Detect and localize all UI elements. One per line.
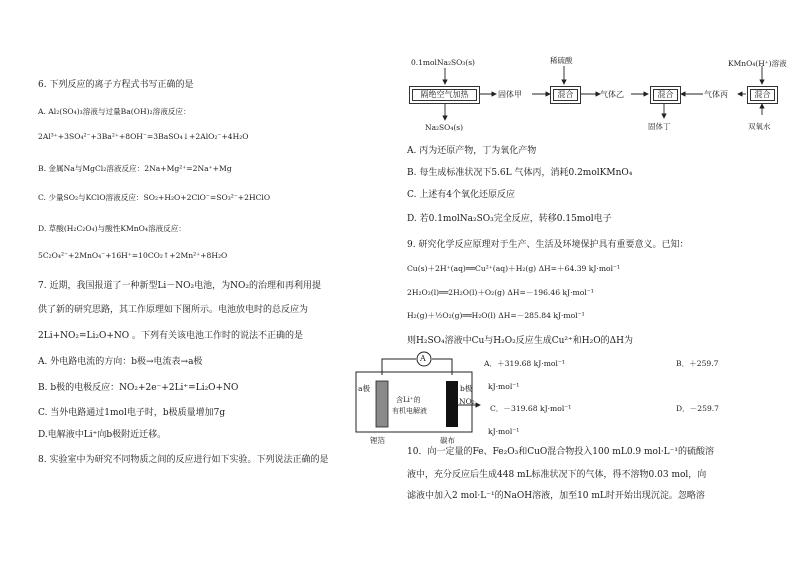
q9-question: 则H₂SO₄溶液中Cu与H₂O₂反应生成Cu²⁺和H₂O的ΔH为	[407, 336, 633, 346]
wire-right	[432, 359, 452, 375]
box-isolated-heating: 隔绝空气加热	[409, 86, 480, 104]
reagent-na2so3: 0.1molNa₂SO₃(s)	[411, 58, 475, 67]
b-pole-label: b极	[460, 384, 473, 393]
box-mix-2: 混合	[650, 86, 681, 104]
hydrogen-peroxide-label: 双氧水	[748, 122, 771, 131]
q9-option-c: C．－319.68 kJ·mol⁻¹	[490, 404, 572, 413]
carbon-cloth-label: 碳布	[440, 436, 455, 445]
product-na2so4: Na₂SO₄(s)	[425, 123, 464, 132]
q8-option-c: C. 上述有4个氧化还原反应	[407, 190, 516, 200]
ammeter-label: A	[420, 354, 426, 363]
q6-option-a-equation: 2Al³⁺+3SO₄²⁻+3Ba²⁺+8OH⁻=3BaSO₄↓+2AlO₂⁻+4H₂O	[38, 132, 249, 141]
q9-stem: 9. 研究化学反应原理对于生产、生活及环境保护具有重要意义。已知：	[407, 240, 689, 250]
q8-option-a: A. 丙为还原产物，丁为氧化产物	[407, 146, 537, 156]
q8-stem: 8. 实验室中为研究不同物质之间的反应进行如下实验。下列说法正确的是	[38, 455, 329, 465]
q6-option-b: B. 金属Na与MgCl₂溶液反应：2Na+Mg²⁺=2Na⁺+Mg	[38, 164, 232, 173]
q9-option-d: D．－259.7	[676, 404, 720, 413]
q7-option-b: B. b极的电极反应：NO₂+2e⁻+2Li⁺=Li₂O+NO	[38, 383, 239, 393]
q10-line1: 10．向一定量的Fe、Fe₂O₃和CuO混合物投入100 mL0.9 mol·L⁻¹的硫酸溶	[407, 447, 715, 457]
no2-label: NO₂	[459, 397, 475, 406]
q6-stem: 6. 下列反应的离子方程式书写正确的是	[38, 80, 194, 90]
reagent-dilute-acid: 稀硫酸	[550, 56, 573, 65]
lithium-foil-label: 锂箔	[370, 436, 385, 445]
q9-option-a: A．＋319.68 kJ·mol⁻¹	[484, 359, 565, 368]
box-mix-1: 混合	[550, 86, 581, 104]
q7-line2: 供了新的研究思路，其工作原理如下图所示。电池放电时的总反应为	[38, 305, 309, 315]
gas-b-label: 气体乙	[600, 90, 624, 99]
q9-equation-3: H₂(g)＋½O₂(g)══H₂O(l) ΔH=－285.84 kJ·mol⁻¹	[407, 311, 585, 320]
q9-option-d-unit: kJ·mol⁻¹	[488, 427, 520, 436]
electrolyte-label-2: 有机电解液	[392, 407, 427, 415]
lithium-electrode	[376, 381, 388, 427]
a-pole-label: a极	[358, 384, 370, 393]
q6-option-d-equation: 5C₂O₄²⁻+2MnO₄⁻+16H⁺=10CO₂↑+2Mn²⁺+8H₂O	[38, 251, 228, 260]
solid-a-label: 固体甲	[498, 90, 522, 99]
q7-option-a: A. 外电路电流的方向：b极→电流表→a极	[38, 357, 203, 367]
q7-option-c: C. 当外电路通过1mol电子时，b极质量增加7g	[38, 408, 226, 418]
q10-line2: 液中，充分反应后生成448 mL标准状况下的气体，得不溶物0.03 mol，向	[407, 470, 707, 480]
q7-line1: 7. 近期，我国报道了一种新型Li－NO₂电池，为NO₂的治理和再利用提	[38, 281, 322, 291]
solid-d-label: 固体丁	[648, 122, 671, 131]
q9-option-b: B．＋259.7	[676, 359, 719, 368]
electrolyte-label-1: 含Li⁺的	[396, 396, 421, 404]
q7-option-d: D.电解液中Li⁺向b极附近迁移。	[38, 430, 167, 440]
q8-option-b: B. 每生成标准状况下5.6L 气体丙，消耗0.2molKMnO₄	[407, 168, 633, 178]
reagent-kmno4: KMnO₄(H⁺)溶液	[728, 59, 787, 68]
wire-left	[382, 359, 416, 375]
gas-c-label: 气体丙	[704, 90, 728, 99]
q9-option-b-unit: kJ·mol⁻¹	[488, 382, 520, 391]
q6-option-a: A. Al₂(SO₄)₃溶液与过量Ba(OH)₂溶液反应：	[38, 107, 191, 116]
q6-option-c: C. 少量SO₂与KClO溶液反应：SO₂+H₂O+2ClO⁻=SO₃²⁻+2HClO	[38, 193, 271, 202]
carbon-electrode	[446, 381, 458, 427]
q8-option-d: D. 若0.1molNa₂SO₃完全反应，转移0.15mol电子	[407, 214, 612, 224]
q9-equation-1: Cu(s)＋2H⁺(aq)══Cu²⁺(aq)＋H₂(g) ΔH=＋64.39 kJ·mol⁻¹	[407, 264, 621, 273]
q7-line3: 2Li+NO₂=Li₂O+NO 。下列有关该电池工作时的说法不正确的是	[38, 331, 304, 341]
q10-line3: 滤液中加入2 mol·L⁻¹的NaOH溶液，加至10 mL时开始出现沉淀。忽略溶	[407, 491, 705, 501]
q6-option-d: D. 草酸(H₂C₂O₄)与酸性KMnO₄溶液反应：	[38, 224, 186, 233]
box-mix-3: 混合	[747, 86, 778, 104]
q9-equation-2: 2H₂O₂(l)══2H₂O(l)＋O₂(g) ΔH=－196.46 kJ·mol⁻¹	[407, 288, 594, 297]
